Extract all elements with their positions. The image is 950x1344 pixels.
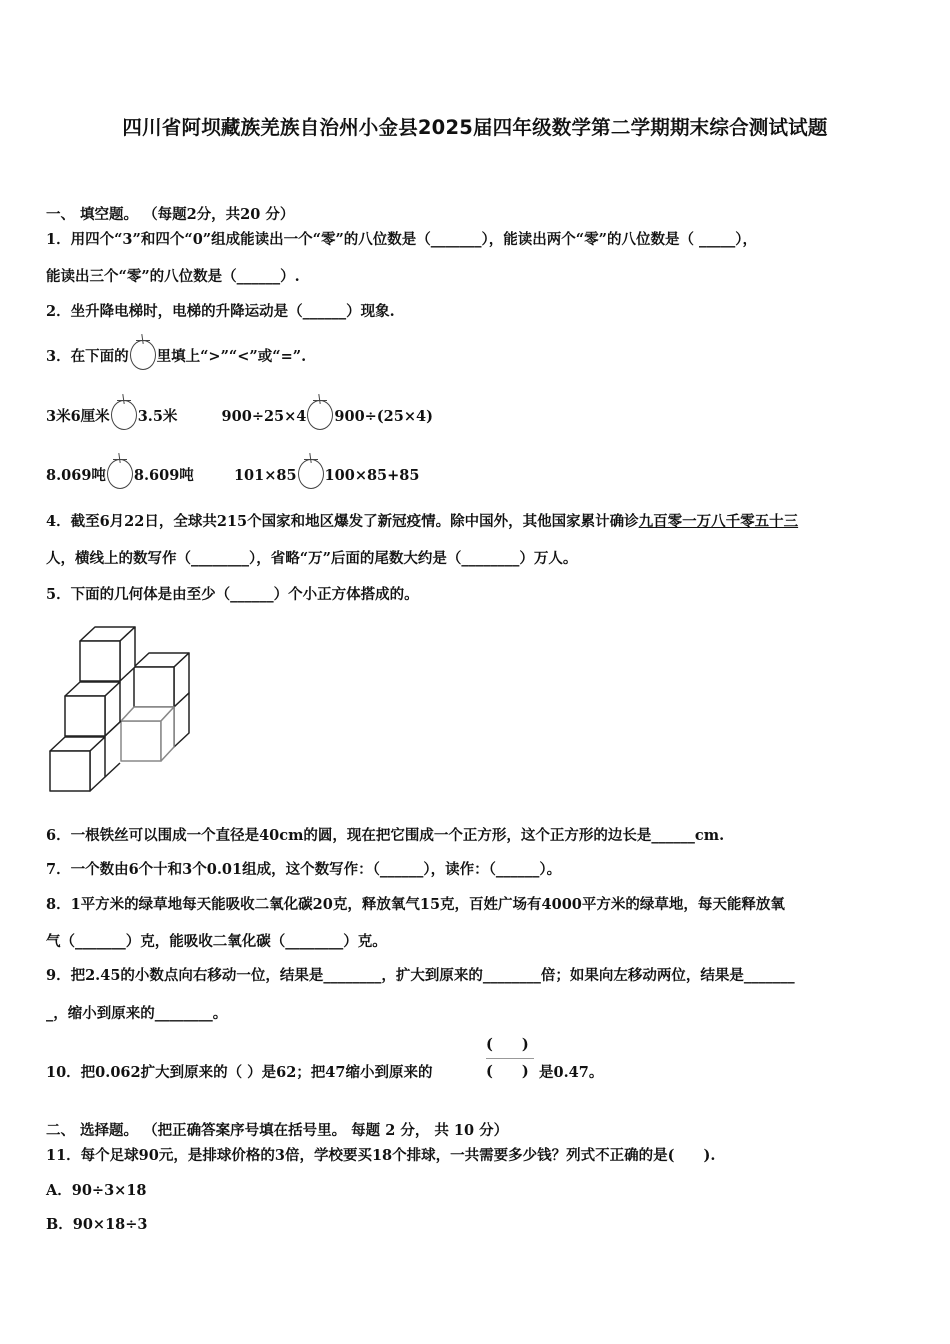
compare-circle-icon[interactable] [107,459,133,489]
question-1-line-1: 1．用四个“3”和四个“0”组成能读出一个“零”的八位数是（_______），能读出两个“零”的八位数是（ _____）， [46,231,758,248]
q4-underlined-number: 九百零一万八千零五十三 [638,513,799,530]
question-11: 11．每个足球90元，是排球价格的3倍，学校要买18个排球，一共需要多少钱？列式不正确的是( ). [46,1147,716,1164]
compare-circle-icon[interactable] [111,400,137,430]
question-10-suffix: 是0.47。 [539,1064,604,1081]
compare-circle-icon[interactable] [307,400,333,430]
fraction-bar [486,1058,534,1059]
fraction-denominator: ( ) [486,1063,529,1080]
cube-face [65,696,105,736]
q3-r1-left-2: 900÷25×4 [221,408,307,425]
question-9-line-1: 9．把2.45的小数点向右移动一位，结果是________，扩大到原来的________倍；如果向左移动两位，结果是_______ [46,967,795,984]
question-6: 6．一根铁丝可以围成一个直径是40cm的圆，现在把它围成一个正方形，这个正方形的边长是______cm. [46,827,725,844]
question-5: 5．下面的几何体是由至少（______）个小正方体搭成的。 [46,586,419,603]
q3-r2-right: 8.609吨 [133,467,194,484]
q3-prefix: 3．在下面的 [46,348,129,365]
q3-r2-right-2: 100×85+85 [324,467,420,484]
question-11-option-a: A．90÷3×18 [46,1182,147,1199]
question-3-instruction [46,342,306,372]
question-4-line-1 [46,510,798,531]
section-1-heading: 一、 填空题。 （每题2分，共20 分） [46,206,295,223]
question-9-line-2: _，缩小到原来的________。 [46,1005,228,1022]
question-8-line-1: 8．1平方米的绿草地每天能吸收二氧化碳20克，释放氧气15克，百姓广场有4000平方米的绿草地，每天能释放氧 [46,896,785,913]
page-title: 四川省阿坝藏族羌族自治州小金县2025届四年级数学第二学期期末综合测试试题 [122,116,828,139]
q3-r2-left: 8.069吨 [46,467,106,484]
question-2: 2．坐升降电梯时，电梯的升降运动是（______）现象. [46,303,395,320]
q3-r2-left-2: 101×85 [233,467,297,484]
q3-r1-right-2: 900÷(25×4) [334,408,433,425]
cube-face [80,641,120,681]
question-1-line-2: 能读出三个“零”的八位数是（______）. [46,268,300,285]
cube-face [134,667,174,707]
question-8-line-2: 气（_______）克，能吸收二氧化碳（________）克。 [46,933,387,950]
question-4-line-2: 人，横线上的数写作（________），省略“万”后面的尾数大约是（________）万人。 [46,550,578,567]
cube-face [50,751,90,791]
q3-r1-left: 3米6厘米 [46,408,110,425]
q3-r1-right: 3.5米 [137,408,178,425]
cube-face [121,721,161,761]
question-3-row-2 [46,461,419,491]
compare-circle-icon[interactable] [298,459,324,489]
question-7: 7．一个数由6个十和3个0.01组成，这个数写作：（______），读作：（______）。 [46,861,562,878]
question-3-row-1 [46,402,433,432]
question-11-option-b: B．90×18÷3 [46,1216,148,1233]
q3-suffix: 里填上“>”“<”或“=”. [156,348,307,365]
question-10-text: 10．把0.062扩大到原来的（ ）是62；把47缩小到原来的 [46,1064,433,1081]
compare-circle-icon [130,340,156,370]
q4-text: 4．截至6月22日，全球共215个国家和地区爆发了新冠疫情。除中国外，其他国家累计确诊 [46,513,639,530]
fraction-numerator: ( ) [486,1036,529,1053]
cube-stack-figure [46,620,196,800]
section-2-heading: 二、 选择题。 （把正确答案序号填在括号里。 每题 2 分， 共 10 分） [46,1122,509,1139]
